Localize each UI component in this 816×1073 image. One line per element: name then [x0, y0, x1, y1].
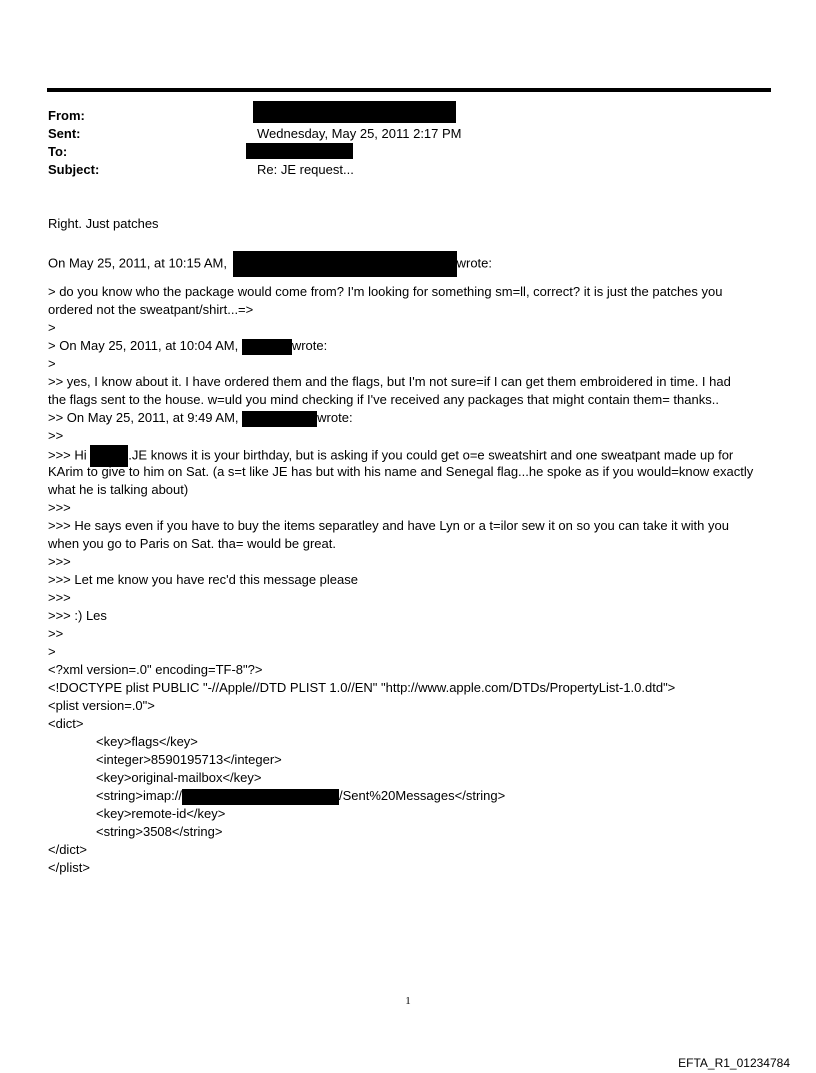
- quote3-suffix: wrote:: [317, 410, 353, 425]
- quote-line: > do you know who the package would come from? I'm looking for something sm=ll, correct? it is just the patches you: [48, 284, 723, 299]
- plist-line: <plist version=.0">: [48, 698, 155, 713]
- quote-line: KArim to give to him on Sat. (a s=t like JE has but with his name and Senegal flag...he spoke as if you would=know exactly: [48, 464, 754, 479]
- mailbox-redaction: [182, 789, 339, 805]
- plist-line: <!DOCTYPE plist PUBLIC "-//Apple//DTD PLIST 1.0//EN" "http://www.apple.com/DTDs/PropertyList-1.0.dtd">: [48, 680, 676, 695]
- quote3-prefix: >> On May 25, 2011, at 9:49 AM,: [48, 410, 239, 425]
- sent-value: Wednesday, May 25, 2011 2:17 PM: [257, 126, 462, 141]
- quote1-header: [48, 251, 776, 269]
- quote-line: >>> Let me know you have rec'd this message please: [48, 572, 358, 587]
- quote-line: >>: [48, 626, 64, 641]
- plist-line: <key>remote-id</key>: [96, 806, 226, 821]
- quote3-header: [48, 409, 776, 427]
- plist-mailbox-line: [48, 787, 776, 805]
- subject-value: Re: JE request...: [257, 162, 354, 177]
- quote-line: what he is talking about): [48, 482, 189, 497]
- quote-line: >>: [48, 428, 64, 443]
- greeting-suffix: .JE knows it is your birthday, but is asking if you could get o=e sweatshirt and one sweatpant made up for: [128, 447, 734, 463]
- quote-line: >: [48, 644, 56, 659]
- greeting-prefix: >>> Hi: [48, 447, 87, 463]
- quote2-redaction: [242, 339, 292, 355]
- quote-line: when you go to Paris on Sat. tha= would be great.: [48, 536, 336, 551]
- quote1-redaction: [233, 251, 457, 277]
- mailbox-prefix: <string>imap://: [96, 788, 182, 803]
- page-number: 1: [405, 995, 411, 1007]
- header-rule: [47, 88, 771, 92]
- quote-line: the flags sent to the house. w=uld you mind checking if I've received any packages that might contain them= thanks..: [48, 392, 719, 407]
- quote-line: >>> :) Les: [48, 608, 107, 623]
- to-label: To:: [48, 144, 68, 159]
- quote-line: >> yes, I know about it. I have ordered them and the flags, but I'm not sure=if I can get them embroidered in time. I had: [48, 374, 731, 389]
- quote-line: >: [48, 356, 56, 371]
- plist-line: </plist>: [48, 860, 90, 875]
- quote-line: >>>: [48, 500, 71, 515]
- quote-line: ordered not the sweatpant/shirt...=>: [48, 302, 254, 317]
- from-redaction: [253, 101, 456, 123]
- from-label: From:: [48, 108, 85, 123]
- plist-line: <key>flags</key>: [96, 734, 198, 749]
- document-id: EFTA_R1_01234784: [678, 1056, 790, 1070]
- plist-line: <?xml version=.0" encoding=TF-8"?>: [48, 662, 263, 677]
- mailbox-suffix: /Sent%20Messages</string>: [339, 788, 506, 803]
- reply-text: Right. Just patches: [48, 216, 159, 231]
- quote-line: >>> He says even if you have to buy the items separatley and have Lyn or a t=ilor sew it on so you can take it with you: [48, 518, 729, 533]
- plist-line: <integer>8590195713</integer>: [96, 752, 282, 767]
- plist-line: <key>original-mailbox</key>: [96, 770, 262, 785]
- quote2-suffix: wrote:: [291, 338, 328, 353]
- sent-label: Sent:: [48, 126, 81, 141]
- email-body: [48, 215, 776, 877]
- quote1-suffix: wrote:: [456, 255, 493, 271]
- subject-label: Subject:: [48, 162, 100, 177]
- to-redaction: [246, 143, 353, 159]
- quote1-prefix: On May 25, 2011, at 10:15 AM,: [48, 255, 227, 271]
- quote3-redaction: [242, 411, 317, 427]
- quote-line: >: [48, 320, 56, 335]
- quote2-header: [48, 337, 776, 355]
- plist-line: <dict>: [48, 716, 84, 731]
- plist-line: <string>3508</string>: [96, 824, 223, 839]
- plist-line: </dict>: [48, 842, 88, 857]
- greeting-line: [48, 445, 776, 463]
- quote2-prefix: > On May 25, 2011, at 10:04 AM,: [48, 338, 239, 353]
- quote-line: >>>: [48, 554, 71, 569]
- quote-line: >>>: [48, 590, 71, 605]
